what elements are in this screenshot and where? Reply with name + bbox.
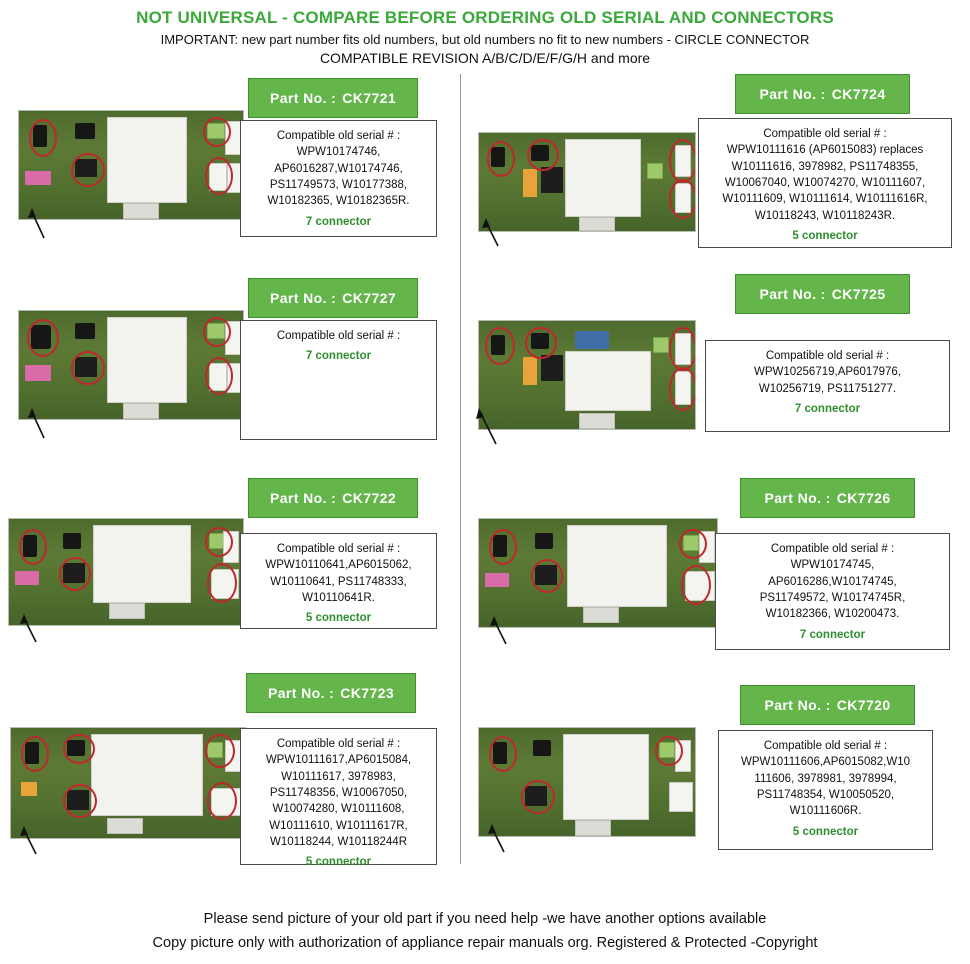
info-box-ck7720 — [718, 730, 933, 850]
compatible-label: Compatible old serial # : — [765, 350, 890, 362]
metal-shield — [565, 351, 651, 411]
connector-count: 7 connector — [305, 350, 372, 363]
part-no-value: CK7723 — [340, 685, 394, 701]
pointer-arrow — [18, 400, 48, 440]
highlight-circle — [203, 117, 231, 147]
header-subtitle-important: IMPORTANT: new part number fits old numbers, but old numbers no fit to new numbers - CIRCLE CONNECTOR — [160, 32, 810, 47]
compatible-label: Compatible old serial # : — [276, 738, 401, 750]
serial-line: W10118244, W10118244R — [269, 835, 408, 848]
part-no-banner-ck7726 — [740, 478, 915, 518]
highlight-circle — [525, 327, 557, 359]
compatible-label: Compatible old serial # : — [763, 740, 888, 752]
info-box-ck7726 — [715, 533, 950, 650]
highlight-circle — [205, 734, 235, 768]
serial-line: PS11749573, W10177388, — [269, 178, 408, 191]
green-connector — [653, 337, 669, 353]
board-image-ck7720 — [478, 727, 696, 837]
page-title: NOT UNIVERSAL - COMPARE BEFORE ORDERING OLD SERIAL AND CONNECTORS — [136, 8, 834, 27]
capacitor — [75, 323, 95, 339]
board-image-ck7721 — [18, 110, 244, 220]
capacitor — [535, 533, 553, 549]
serial-line: PS11748356, W10067050, — [269, 786, 408, 799]
blue-component — [575, 331, 609, 349]
info-box-ck7725 — [705, 340, 950, 432]
highlight-circle — [669, 139, 696, 183]
compatible-label: Compatible old serial # : — [276, 330, 401, 342]
info-box-ck7723 — [240, 728, 437, 869]
info-box-ck7721 — [240, 120, 437, 237]
info-box-ck7727 — [240, 320, 437, 440]
board-image-ck7724 — [478, 132, 696, 232]
part-no-value: CK7725 — [831, 286, 886, 302]
metal-shield — [107, 117, 187, 203]
metal-shield — [107, 317, 187, 403]
pink-connector — [25, 171, 51, 185]
serial-line: W10110641, PS11748333, — [270, 575, 407, 588]
part-no-label: Part No. : — [270, 290, 337, 306]
highlight-circle — [521, 780, 555, 814]
connector-count: 5 connector — [305, 856, 372, 869]
pink-connector — [15, 571, 39, 585]
highlight-circle — [669, 367, 696, 411]
metal-shield — [567, 525, 667, 607]
orange-component — [523, 357, 537, 385]
part-no-banner-ck7727 — [248, 278, 418, 318]
serial-line: WPW10174746, — [296, 146, 381, 159]
serial-line: W10067040, W10074270, W10111607, — [724, 176, 926, 189]
part-no-label: Part No. : — [759, 286, 826, 302]
highlight-circle — [205, 157, 233, 195]
highlight-circle — [203, 317, 231, 347]
highlight-circle — [489, 736, 517, 772]
highlight-circle — [679, 529, 707, 559]
serial-line: W10118243, W10118243R. — [754, 209, 896, 222]
metal-shield — [563, 734, 649, 820]
highlight-circle — [489, 529, 517, 565]
connector-count: 7 connector — [305, 215, 372, 228]
serial-line: WPW10110641,AP6015062, — [265, 559, 412, 572]
highlight-circle — [527, 139, 559, 171]
highlight-circle — [59, 557, 91, 591]
pink-connector — [25, 365, 51, 381]
highlight-circle — [205, 527, 233, 557]
pink-connector — [485, 573, 509, 587]
part-no-banner-ck7724 — [735, 74, 910, 114]
serial-line: WPW10111606,AP6015082,W10 — [741, 756, 910, 769]
capacitor — [63, 533, 81, 549]
highlight-circle — [29, 119, 57, 157]
board-image-ck7727 — [18, 310, 244, 420]
part-no-banner-ck7721 — [248, 78, 418, 118]
mounting-tab — [123, 403, 159, 419]
part-no-label: Part No. : — [270, 90, 337, 106]
highlight-circle — [71, 351, 105, 385]
highlight-circle — [669, 179, 696, 219]
serial-line: W10111617, 3978983, — [281, 770, 396, 783]
serial-line: PS11748354, W10050520, — [756, 788, 895, 801]
highlight-circle — [487, 141, 515, 177]
mounting-tab — [579, 217, 615, 231]
part-no-banner-ck7720 — [740, 685, 915, 725]
highlight-circle — [19, 529, 47, 565]
part-no-label: Part No. : — [268, 685, 335, 701]
serial-line: WPW10174745, — [790, 559, 875, 572]
part-no-value: CK7724 — [831, 86, 886, 102]
part-no-label: Part No. : — [759, 86, 826, 102]
footer-help-text: Please send picture of your old part if you need help -we have another options available — [203, 911, 767, 927]
capacitor — [75, 123, 95, 139]
pointer-arrow — [480, 608, 510, 648]
part-no-value: CK7720 — [836, 697, 891, 713]
part-no-label: Part No. : — [270, 490, 337, 506]
mounting-tab — [123, 203, 159, 219]
pointer-arrow — [472, 212, 502, 252]
highlight-circle — [63, 784, 97, 818]
part-no-banner-ck7723 — [246, 673, 416, 713]
board-image-ck7722 — [8, 518, 244, 626]
highlight-circle — [27, 319, 59, 357]
pointer-arrow — [10, 820, 40, 860]
serial-line: W10256719, PS11751277. — [758, 382, 897, 395]
serial-line: W10074280, W10111608, — [272, 803, 405, 816]
pointer-arrow — [10, 606, 40, 646]
serial-line: W10111609, W10111614, W10111616R, — [722, 193, 928, 206]
metal-shield — [93, 525, 191, 603]
part-no-value: CK7727 — [342, 290, 396, 306]
pointer-arrow — [466, 400, 500, 448]
part-no-label: Part No. : — [764, 490, 831, 506]
info-box-ck7724 — [698, 118, 952, 248]
highlight-circle — [207, 563, 237, 603]
pointer-arrow — [478, 818, 508, 858]
orange-component — [523, 169, 537, 197]
header-subtitle-revision: COMPATIBLE REVISION A/B/C/D/E/F/G/H and more — [319, 50, 651, 66]
pointer-arrow — [18, 200, 48, 240]
serial-line: PS11749572, W10174745R, — [759, 591, 906, 604]
part-no-label: Part No. : — [764, 697, 831, 713]
compatible-label: Compatible old serial # : — [763, 128, 887, 140]
serial-line: 111606, 3978981, 3978994, — [754, 772, 897, 785]
part-no-value: CK7721 — [342, 90, 396, 106]
mounting-tab — [583, 607, 619, 623]
compatible-label: Compatible old serial # : — [276, 130, 401, 142]
info-box-ck7722 — [240, 533, 437, 629]
highlight-circle — [71, 153, 105, 187]
white-connector — [669, 782, 693, 812]
green-connector — [647, 163, 663, 179]
connector-count: 5 connector — [305, 612, 372, 625]
mounting-tab — [107, 818, 143, 834]
serial-line: WPW10111616 (AP6015083) replaces — [726, 144, 924, 157]
serial-line: W10111616, 3978982, PS11748355, — [731, 160, 919, 173]
serial-line: W10182366, W10200473. — [765, 608, 900, 621]
serial-line: AP6016286,W10174745, — [768, 575, 897, 588]
highlight-circle — [21, 736, 49, 772]
serial-line: WPW10111617,AP6015084, — [265, 754, 412, 767]
highlight-circle — [63, 734, 95, 764]
mounting-tab — [575, 820, 611, 836]
mounting-tab — [109, 603, 145, 619]
metal-shield — [91, 734, 203, 816]
part-no-banner-ck7725 — [735, 274, 910, 314]
metal-shield — [565, 139, 641, 217]
connector-count: 7 connector — [794, 402, 861, 415]
highlight-circle — [669, 327, 696, 371]
compatible-label: Compatible old serial # : — [770, 543, 895, 555]
relay — [541, 355, 563, 381]
connector-count: 5 connector — [792, 229, 858, 242]
serial-line: W10110641R. — [302, 591, 375, 604]
highlight-circle — [655, 736, 683, 766]
footer-copyright-text: Copy picture only with authorization of appliance repair manuals org. Registered & Protected -Copyright — [152, 935, 818, 951]
part-no-value: CK7726 — [836, 490, 891, 506]
highlight-circle — [531, 559, 563, 593]
highlight-circle — [205, 357, 233, 395]
highlight-circle — [485, 327, 515, 365]
board-image-ck7726 — [478, 518, 718, 628]
orange-component — [21, 782, 37, 796]
serial-line: W10111606R. — [789, 805, 862, 818]
column-divider — [460, 74, 461, 864]
capacitor — [533, 740, 551, 756]
part-no-value: CK7722 — [342, 490, 396, 506]
highlight-circle — [681, 565, 711, 605]
board-image-ck7725 — [478, 320, 696, 430]
part-no-banner-ck7722 — [248, 478, 418, 518]
connector-count: 5 connector — [792, 825, 859, 838]
serial-line: W10111610, W10111617R, — [269, 819, 408, 832]
highlight-circle — [207, 782, 237, 820]
mounting-tab — [579, 413, 615, 429]
compatible-label: Compatible old serial # : — [276, 543, 401, 555]
connector-count: 7 connector — [799, 628, 866, 641]
serial-line: WPW10256719,AP6017976, — [753, 366, 902, 379]
board-image-ck7723 — [10, 727, 246, 839]
serial-line: AP6016287,W10174746, — [274, 162, 403, 175]
serial-line: W10182365, W10182365R. — [267, 195, 410, 208]
